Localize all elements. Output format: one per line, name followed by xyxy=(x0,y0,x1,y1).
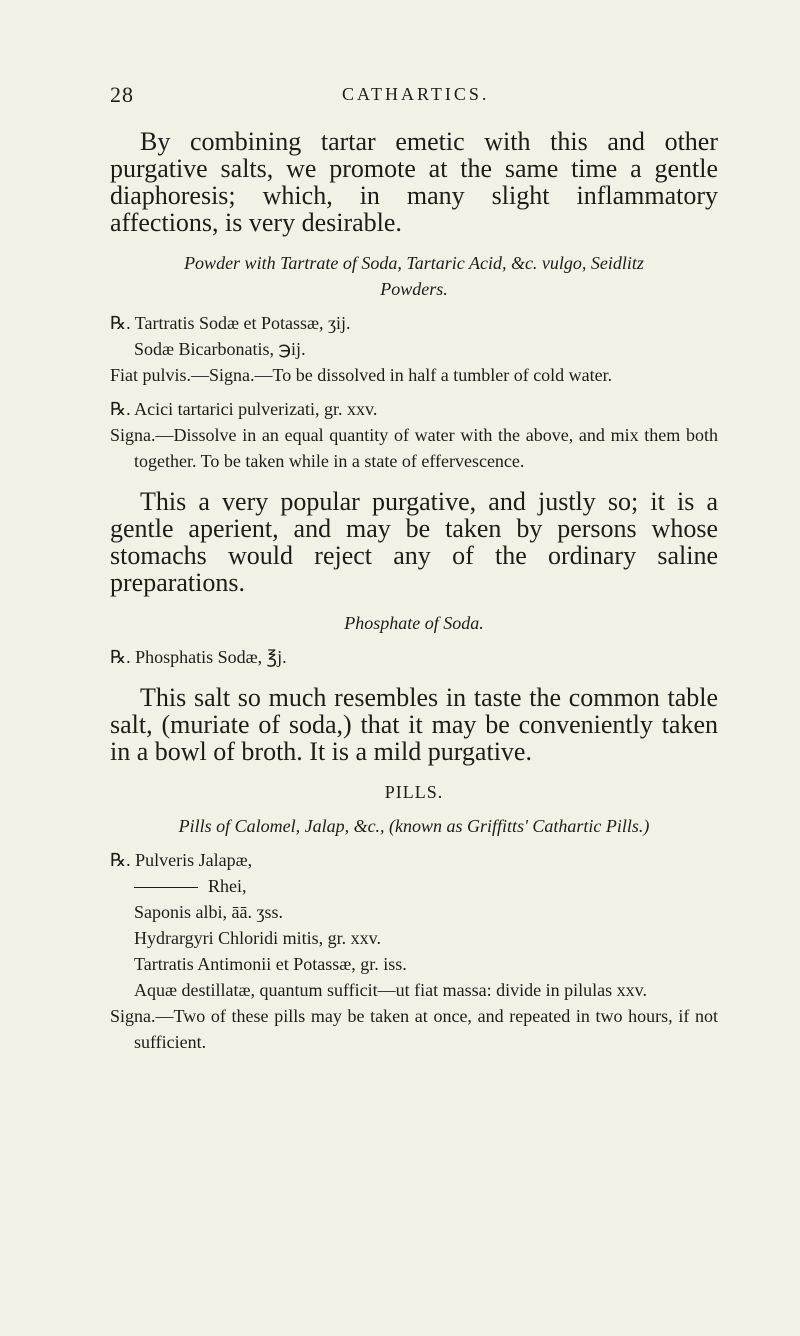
ditto-dash xyxy=(134,887,198,888)
page-header xyxy=(110,82,710,112)
recipe-line: Aquæ destillatæ, quantum sufficit—ut fiat massa: divide in pilulas xxv. xyxy=(134,980,647,1000)
recipe-line xyxy=(110,873,718,899)
recipe-line: Saponis albi, āā. ʒss. xyxy=(134,902,283,922)
recipe-line: Sodæ Bicarbonatis, ℈ij. xyxy=(134,339,306,359)
phosphate-section xyxy=(110,610,718,670)
phosphate-heading: Phosphate of Soda. xyxy=(344,613,484,633)
paragraph-popular-purgative: This a very popular purgative, and justly so; it is a gentle aperient, and may be taken by persons whose stomachs would reject any of the ordinary saline preparations. xyxy=(110,487,718,597)
running-head: CATHARTICS. xyxy=(342,84,490,104)
seidlitz-heading-line1: Powder with Tartrate of Soda, Tartaric Acid, &c. vulgo, Seidlitz xyxy=(184,253,644,273)
seidlitz-section xyxy=(110,250,718,474)
recipe-signa: Signa.—Two of these pills may be taken at once, and repeated in two hours, if not sufficient. xyxy=(110,1006,718,1052)
recipe-line: ℞. Phosphatis Sodæ, ℥j. xyxy=(110,647,287,667)
recipe-line: ℞. Acici tartarici pulverizati, gr. xxv. xyxy=(110,399,378,419)
pills-section xyxy=(110,779,718,1055)
recipe-line: Hydrargyri Chloridi mitis, gr. xxv. xyxy=(134,928,381,948)
pills-subheading: Pills of Calomel, Jalap, &c., (known as Griffitts' Cathartic Pills.) xyxy=(178,816,650,836)
recipe-signa: Fiat pulvis.—Signa.—To be dissolved in half a tumbler of cold water. xyxy=(110,365,613,385)
recipe-line: ℞. Pulveris Jalapæ, xyxy=(110,850,253,870)
paragraph-diaphoresis: By combining tartar emetic with this and other purgative salts, we promote at the same time a gentle diaphoresis; which, in many slight inflammatory affections, is very desirable. xyxy=(110,127,718,237)
recipe-line: ℞. Tartratis Sodæ et Potassæ, ʒij. xyxy=(110,313,351,333)
page-body xyxy=(110,128,718,1055)
recipe-line: Tartratis Antimonii et Potassæ, gr. iss. xyxy=(134,954,407,974)
pills-heading: PILLS. xyxy=(384,782,444,802)
seidlitz-heading-line2: Powders. xyxy=(380,279,448,299)
paragraph-table-salt: This salt so much resembles in taste the common table salt, (muriate of soda,) that it may be conveniently taken in a bowl of broth. It is a mild purgative. xyxy=(110,683,718,766)
page-number: 28 xyxy=(110,82,134,107)
recipe-line-text: Rhei, xyxy=(208,876,247,896)
recipe-signa: Signa.—Dissolve in an equal quantity of water with the above, and mix them both together. To be taken while in a state of effervescence. xyxy=(110,425,718,471)
